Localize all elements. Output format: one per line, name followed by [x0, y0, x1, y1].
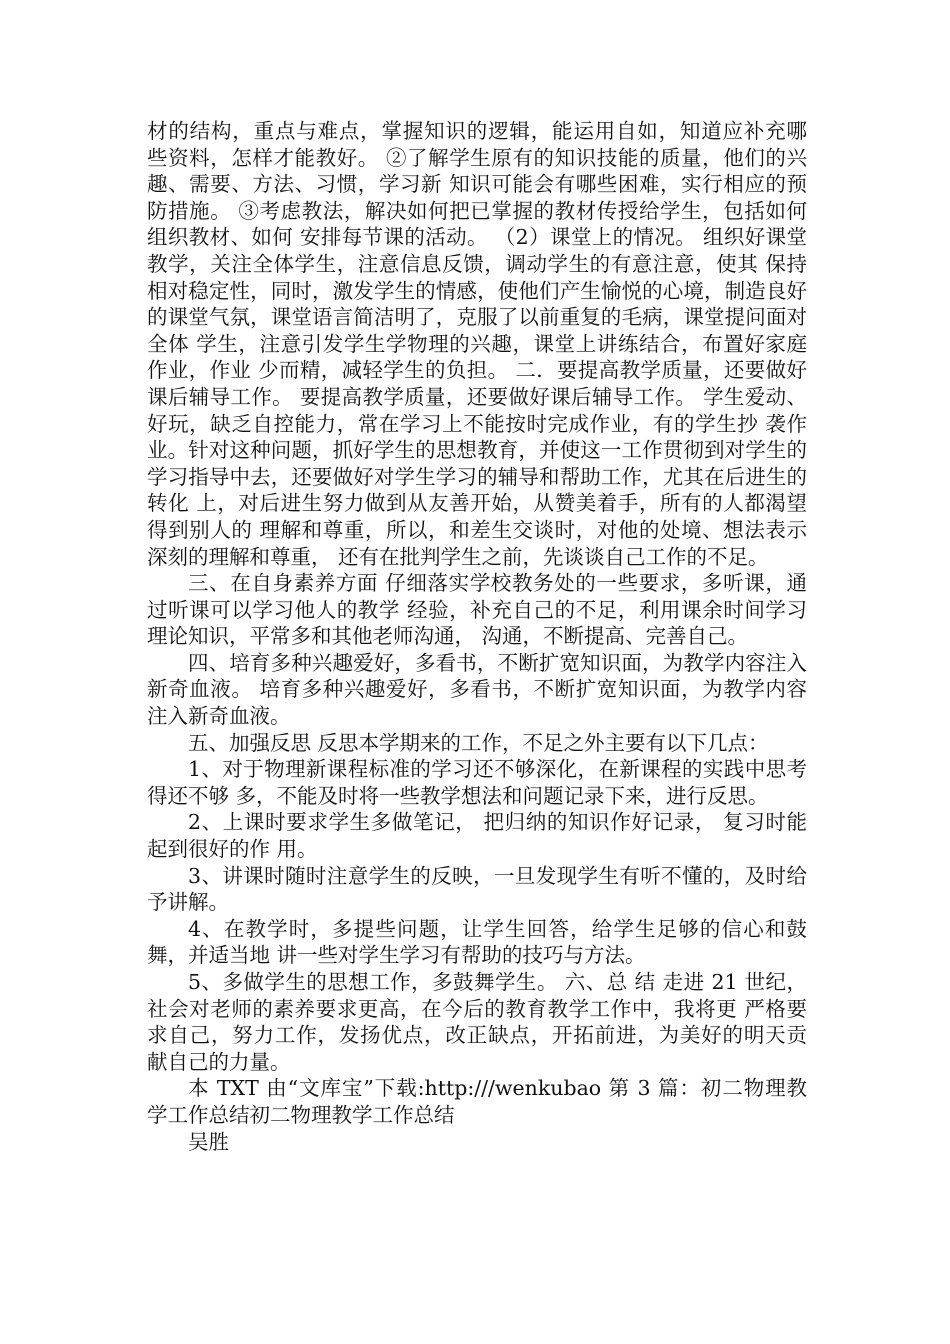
paragraph-reflection-heading: 五、加强反思 反思本学期来的工作，不足之外主要有以下几点： — [188, 730, 769, 755]
paragraph-reflection-point-5-summary: 5、多做学生的思想工作，多鼓舞学生。 六、总 结 走进 21 世纪，社会对老师的素养要求更高，在今后的教育教学工作中，我将更 严格要求自己，努力工作，发扬优点，改正缺点，开拓前进，为美好的明天贡 献自己的力量。 — [147, 970, 807, 1074]
paragraph-reflection-point-2: 2、上课时要求学生多做笔记， 把归纳的知识作好记录， 复习时能起到很好的作 用。 — [147, 810, 807, 862]
paragraph-reflection-point-1: 1、对于物理新课程标准的学习还不够深化，在新课程的实践中思考得还不够 多，不能及时将一些教学想法和问题记录下来，进行反思。 — [147, 757, 807, 808]
paragraph-teaching-preparation: 材的结构，重点与难点，掌握知识的逻辑，能运用自如，知道应补充哪 些资料，怎样才能教好。 ②了解学生原有的知识技能的质量，他们的兴趣、需要、方法、习惯，学习新 知识可能会有哪些困难，实行相应的预防措施。 ③考虑教法，解决如何把已掌握的教材传授给学生，包括如何组织教材、如何 安排每节课的活动。 （2）课堂上的情况。 组织好课堂教学，关注全体学生，注意信息反馈，调动学生的有意注意，使其 保持相对稳定性，同时，激发学生的情感，使他们产生愉悦的心境，制造良好 的课堂气氛，课堂语言简洁明了，克服了以前重复的毛病，课堂提问面对全体 学生，注意引发学生学物理的兴趣，课堂上讲练结合，布置好家庭作业，作业 少而精，减轻学生的负担。 二．要提高教学质量，还要做好课后辅导工作。 要提高教学质量，还要做好课后辅导工作。 学生爱动、好玩，缺乏自控能力，常在学习上不能按时完成作业，有的学生抄 袭作业。针对这种问题，抓好学生的思想教育，并使这一工作贯彻到对学生的学习指导中去，还要做好对学生学习的辅导和帮助工作，尤其在后进生的转化 上，对后进生努力做到从友善开始，从赞美着手，所有的人都渴望得到别人的 理解和尊重，所以，和差生交谈时，对他的处境、想法表示深刻的理解和尊重， 还有在批判学生之前，先谈谈自己工作的不足。 — [147, 119, 807, 569]
paragraph-interests: 四、培育多种兴趣爱好，多看书，不断扩宽知识面，为教学内容注入新奇血液。 培育多种兴趣爱好，多看书，不断扩宽知识面，为教学内容注入新奇血液。 — [147, 650, 807, 729]
paragraph-download-source: 本 TXT 由“文库宝”下载:http:///wenkubao 第 3 篇：初二物理教学工作总结初二物理教学工作总结 — [147, 1076, 807, 1127]
paragraph-self-cultivation: 三、在自身素养方面 仔细落实学校教务处的一些要求，多听课，通过听课可以学习他人的教学 经验，补充自己的不足，利用课余时间学习理论知识，平常多和其他老师沟通， 沟通，不断提高、完善自己。 — [147, 571, 807, 649]
paragraph-reflection-point-4: 4、在教学时，多提些问题，让学生回答，给学生足够的信心和鼓舞，并适当地 讲一些对学生学习有帮助的技巧与方法。 — [147, 916, 807, 968]
document-page — [147, 118, 807, 1155]
paragraph-reflection-point-3: 3、讲课时随时注意学生的反映，一旦发现学生有听不懂的，及时给予讲解。 — [147, 863, 807, 915]
author-signature: 吴胜 — [188, 1129, 229, 1154]
